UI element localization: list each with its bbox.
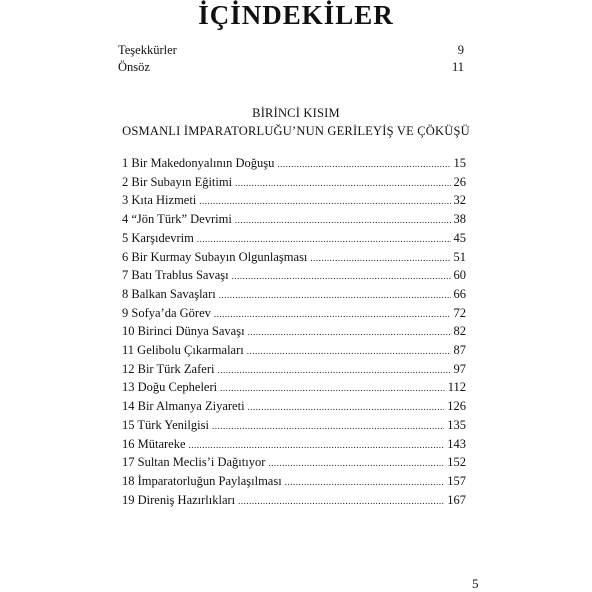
chapter-page: 38 (453, 212, 466, 227)
chapter-page: 15 (453, 156, 466, 170)
chapter-title: 10 Birinci Dünya Savaşı (122, 324, 245, 339)
dot-leader (217, 362, 450, 380)
chapter-title: 16 Mütareke (122, 436, 186, 451)
chapter-row[interactable] (122, 267, 466, 286)
chapter-title: 4 “Jön Türk” Devrimi (122, 212, 232, 227)
chapter-page: 45 (453, 230, 466, 245)
front-matter-row[interactable] (118, 42, 464, 59)
dot-leader (214, 306, 451, 324)
part-title: OSMANLI İMPARATORLUĞU’NUN GERİLEYİŞ VE ÇÖKÜŞÜ (122, 124, 470, 138)
chapter-title: 14 Bir Almanya Ziyareti (122, 399, 245, 414)
part-label: BİRİNCİ KISIM (252, 106, 340, 120)
front-matter-row[interactable] (118, 59, 464, 76)
chapter-row[interactable] (122, 323, 466, 342)
chapter-page: 32 (453, 193, 466, 208)
chapter-row[interactable] (122, 342, 466, 361)
dot-leader (197, 231, 451, 249)
dot-leader (212, 418, 444, 436)
chapter-page: 66 (453, 286, 466, 301)
chapter-title: 8 Balkan Savaşları (122, 286, 216, 301)
dot-leader (220, 380, 445, 398)
chapter-row[interactable] (122, 286, 466, 305)
chapter-row[interactable] (122, 155, 466, 174)
chapter-title: 18 İmparatorluğun Paylaşılması (122, 473, 282, 488)
part-heading (0, 104, 592, 140)
chapter-row[interactable] (122, 211, 466, 230)
dot-leader (248, 399, 445, 417)
chapter-row[interactable] (122, 454, 466, 473)
chapter-title: 15 Türk Yenilgisi (122, 417, 209, 432)
chapter-title: 12 Bir Türk Zaferi (122, 361, 215, 376)
chapter-title: 19 Direniş Hazırlıkları (122, 492, 236, 507)
dot-leader (189, 437, 445, 455)
dot-leader (199, 193, 450, 211)
chapter-page: 51 (453, 249, 466, 264)
chapter-title: 11 Gelibolu Çıkarmaları (122, 343, 244, 358)
chapter-title: 2 Bir Subayın Eğitimi (122, 174, 233, 189)
chapter-title: 1 Bir Makedonyalının Doğuşu (122, 156, 275, 170)
chapter-row[interactable] (122, 436, 466, 455)
chapter-title: 3 Kıta Hizmeti (122, 193, 197, 208)
chapter-page: 112 (447, 380, 466, 395)
chapter-page: 126 (447, 399, 466, 414)
dot-leader (247, 343, 451, 361)
chapter-row[interactable] (122, 473, 466, 492)
chapter-row[interactable] (122, 174, 466, 193)
chapter-row[interactable] (122, 230, 466, 249)
chapter-row[interactable] (122, 417, 466, 436)
chapter-title: 17 Sultan Meclis’i Dağıtıyor (122, 455, 266, 470)
page-number: 5 (472, 576, 479, 591)
dot-leader (268, 455, 444, 473)
chapter-page: 152 (447, 455, 466, 470)
chapter-page: 97 (453, 361, 466, 376)
dot-leader (285, 474, 445, 492)
chapter-row[interactable] (122, 492, 466, 511)
front-matter-page: 9 (457, 43, 464, 57)
chapter-page: 82 (453, 324, 466, 339)
chapter-page: 26 (453, 174, 466, 189)
chapter-page: 72 (453, 305, 466, 320)
chapter-row[interactable] (122, 305, 466, 324)
chapter-title: 13 Doğu Cepheleri (122, 380, 218, 395)
chapter-title: 9 Sofya’da Görev (122, 305, 211, 320)
chapter-list (122, 155, 466, 510)
chapter-page: 143 (447, 436, 466, 451)
chapter-row[interactable] (122, 379, 466, 398)
dot-leader (277, 156, 450, 174)
chapter-title: 6 Bir Kurmay Subayın Olgunlaşması (122, 249, 308, 264)
dot-leader (310, 250, 450, 268)
chapter-title: 5 Karşıdevrim (122, 230, 194, 245)
chapter-page: 157 (447, 473, 466, 488)
chapter-row[interactable] (122, 398, 466, 417)
chapter-page: 87 (453, 343, 466, 358)
chapter-page: 167 (447, 492, 466, 507)
chapter-row[interactable] (122, 192, 466, 211)
dot-leader (248, 324, 451, 342)
front-matter-list (118, 42, 464, 76)
chapter-row[interactable] (122, 361, 466, 380)
chapter-page: 135 (447, 417, 466, 432)
page-title: İÇİNDEKİLER (198, 0, 394, 30)
front-matter-title: Teşekkürler (118, 43, 177, 57)
chapter-page: 60 (453, 268, 466, 283)
dot-leader (238, 493, 444, 511)
dot-leader (232, 268, 451, 286)
chapter-row[interactable] (122, 249, 466, 268)
dot-leader (235, 175, 450, 193)
chapter-title: 7 Batı Trablus Savaşı (122, 268, 229, 283)
dot-leader (235, 212, 451, 230)
dot-leader (219, 287, 451, 305)
front-matter-page: 11 (451, 60, 464, 74)
front-matter-title: Önsöz (118, 60, 150, 74)
